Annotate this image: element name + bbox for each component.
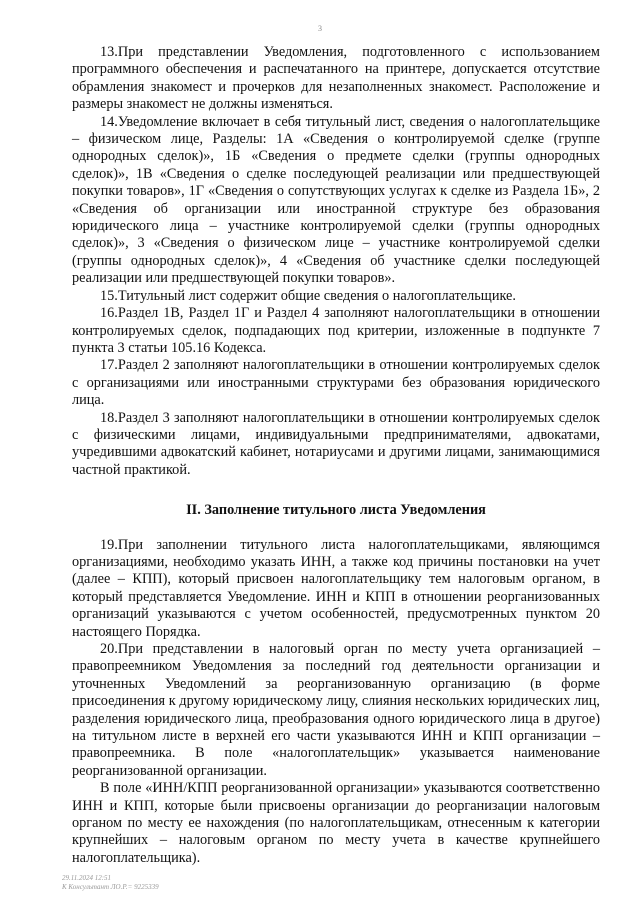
paragraph-19: 19.При заполнении титульного листа налогоплательщиками, являющимся организациями, необходимо указать ИНН, а также код причины постановки на учет (далее – КПП), который присвоен налогоплательщику тем налоговым органом, в который представляется Уведомление. ИНН и КПП в отношении реорганизованных организаций указываются с учетом особенностей, предусмотренных пунктом 20 настоящего Порядка. bbox=[72, 536, 600, 640]
paragraph-16: 16.Раздел 1В, Раздел 1Г и Раздел 4 заполняют налогоплательщики в отношении контролируемых сделок, подпадающих под критерии, изложенные в подпункте 7 пункта 3 статьи 105.16 Кодекса. bbox=[72, 305, 600, 356]
paragraph-13: 13.При представлении Уведомления, подготовленного с использованием программного обеспечения и распечатанного на принтере, допускается отсутствие обрамления знакомест и прочерков для незаполненных знакомест. Расположение и размеры знакомест не должны изменяться. bbox=[72, 44, 600, 113]
page-number: 3 bbox=[318, 24, 322, 33]
document-body bbox=[72, 44, 600, 867]
print-footer bbox=[62, 874, 159, 892]
paragraph-15: 15.Титульный лист содержит общие сведения о налогоплательщике. bbox=[100, 287, 516, 304]
section-title: II. Заполнение титульного листа Уведомления bbox=[186, 502, 486, 519]
paragraph-14: 14.Уведомление включает в себя титульный лист, сведения о налогоплательщике – физическом лице, Разделы: 1А «Сведения о контролируемой сделке (группе однородных сделок)», 1Б «Сведения о предмете сделки (группы однородных сделок)», 1В «Сведения о сделке последующей реализации или предшествующей покупки товаров», 1Г «Сведения о сопутствующих услугах к сделке из Раздела 1Б», 2 «Сведения об организации или иностранной структуре без образования юридического лица – участнике контролируемой сделки (группы однородных сделок)», 3 «Сведения о физическом лице – участнике контролируемой сделки (группы однородных сделок)», 4 «Сведения об участнике сделки последующей реализации или предшествующей покупки товаров». bbox=[72, 113, 600, 287]
print-timestamp: 29.11.2024 12:51 bbox=[62, 874, 112, 882]
paragraph-20-continuation: В поле «ИНН/КПП реорганизованной организации» указываются соответственно ИНН и КПП, которые были присвоены организации до реорганизации налоговым органом по месту ее нахождения (по налогоплательщикам, отнесенным к категории крупнейших – налоговым органом по месту учета в качестве крупнейшего налогоплательщика). bbox=[72, 780, 600, 866]
paragraph-18: 18.Раздел 3 заполняют налогоплательщики в отношении контролируемых сделок с физическими лицами, индивидуальными предпринимателями, адвокатами, учредившими адвокатский кабинет, нотариусами и другими лицами, занимающимися частной практикой. bbox=[72, 409, 600, 478]
print-source-id: К Консультант ЛО.Р.= 9225339 bbox=[62, 883, 159, 891]
paragraph-17: 17.Раздел 2 заполняют налогоплательщики в отношении контролируемых сделок с организациями или иностранными структурами без образования юридического лица. bbox=[72, 357, 600, 409]
paragraph-20: 20.При представлении в налоговый орган по месту учета организацией – правопреемником Уведомления за последний год деятельности организации и уточненных Уведомлений за реорганизованную организацию (в форме присоединения к другому юридическому лицу, слияния нескольких юридических лиц, разделения юридического лица, преобразования одного юридического лица в другое) на титульном листе в верхней его части указываются ИНН и КПП организации – правопреемника. В поле «налогоплательщик» указывается наименование реорганизованной организации. bbox=[72, 641, 600, 779]
